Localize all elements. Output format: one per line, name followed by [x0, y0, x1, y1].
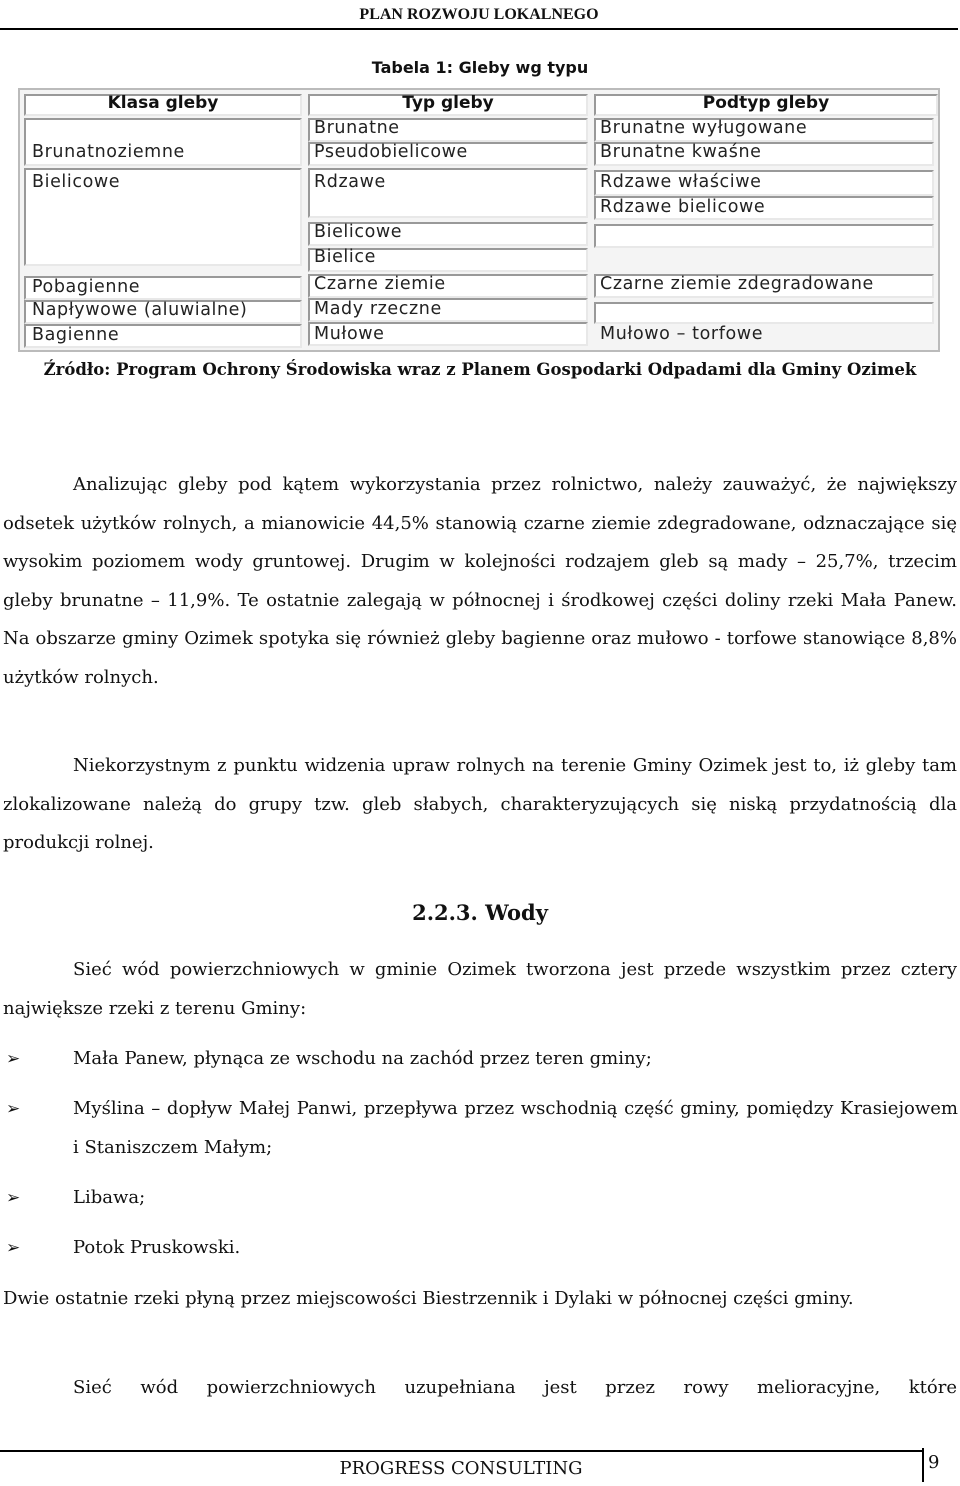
paragraph-rivers: Dwie ostatnie rzeki płyną przez miejscowości Biestrzennik i Dylaki w północnej części gminy. [3, 1288, 854, 1309]
podtyp-cell: Rdzawe bielicowe [600, 197, 766, 217]
klasa-cell: Bagienne [32, 325, 120, 345]
klasa-cell: Bielicowe [32, 172, 121, 192]
list-item-text: Mała Panew, płynąca ze wschodu na zachód przez teren gminy; [73, 1048, 652, 1069]
podtyp-cell: Czarne ziemie zdegradowane [600, 274, 874, 294]
typ-cell: Mady rzeczne [314, 299, 442, 319]
podtyp-cell: Brunatne wyługowane [600, 118, 808, 138]
table-caption: Tabela 1: Gleby wg typu [371, 58, 589, 77]
footer-divider [922, 1448, 924, 1482]
header-klasa: Klasa gleby [107, 93, 219, 113]
typ-cell: Brunatne [314, 118, 400, 138]
paragraph-soils: Analizując gleby pod kątem wykorzystania przez rolnictwo, należy zauważyć, że największy odsetek użytków rolnych, a mianowicie 44,5% stanowią czarne ziemie zdegradowane, odznaczające się wysokim poziomem wody gruntowej. Drugim w kolejności rodzajem gleb są mady – 25,7%, trzecim gleby brunatne – 11,9%. Te ostatnie zalegają w północnej i środkowej części doliny rzeki Mała Panew. Na obszarze gminy Ozimek spotyka się również gleby bagienne oraz mułowo - torfowe stanowiące 8,8% użytków rolnych. [3, 474, 957, 688]
list-item-text: Myślina – dopływ Małej Panwi, przepływa przez wschodnią część gminy, pomiędzy Krasiejowem i Staniszczem Małym; [73, 1098, 958, 1158]
arrowhead-icon: ➢ [6, 1188, 21, 1208]
typ-cell: Czarne ziemie [314, 274, 446, 294]
klasa-cell: Brunatnoziemne [32, 142, 185, 162]
paragraph-poor-soils: Niekorzystnym z punktu widzenia upraw rolnych na terenie Gminy Ozimek jest to, iż gleby tam zlokalizowane należą do grupy tzw. gleb słabych, charakteryzujących się niską przydatnością dla produkcji rolnej. [3, 755, 957, 853]
list-item-text: Libawa; [73, 1187, 146, 1208]
paragraph-ditches: Sieć wód powierzchniowych uzupełniana jest przez rowy melioracyjne, które [73, 1377, 957, 1398]
page-number: 9 [928, 1452, 940, 1473]
header-podtyp: Podtyp gleby [702, 93, 830, 113]
section-heading: 2.2.3. Wody [412, 900, 548, 925]
table-source: Źródło: Program Ochrony Środowiska wraz z Planem Gospodarki Odpadami dla Gminy Ozimek [43, 360, 917, 379]
podtyp-cell: Brunatne kwaśne [600, 142, 762, 162]
podtyp-cell: Rdzawe właściwe [600, 172, 762, 192]
list-item-text: Potok Pruskowski. [73, 1237, 241, 1258]
arrowhead-icon: ➢ [6, 1238, 21, 1258]
typ-cell: Pseudobielicowe [314, 142, 468, 162]
podtyp-cell: Mułowo – torfowe [600, 324, 764, 344]
typ-cell: Mułowe [314, 324, 385, 344]
typ-cell: Bielice [314, 247, 376, 267]
klasa-cell: Pobagienne [32, 277, 141, 297]
soil-table [18, 88, 940, 352]
table-cell [594, 224, 934, 248]
page-header: PLAN ROZWOJU LOKALNEGO [0, 0, 958, 30]
header-typ: Typ gleby [402, 93, 494, 113]
paragraph-waters: Sieć wód powierzchniowych w gminie Ozimek tworzona jest przede wszystkim przez cztery największe rzeki z terenu Gminy: [3, 959, 957, 1019]
typ-cell: Rdzawe [314, 172, 386, 192]
page-footer: PROGRESS CONSULTING [0, 1450, 922, 1484]
typ-cell: Bielicowe [314, 222, 403, 242]
arrowhead-icon: ➢ [6, 1049, 21, 1069]
table-cell [594, 302, 934, 324]
arrowhead-icon: ➢ [6, 1099, 21, 1119]
klasa-cell: Napływowe (aluwialne) [32, 300, 248, 320]
